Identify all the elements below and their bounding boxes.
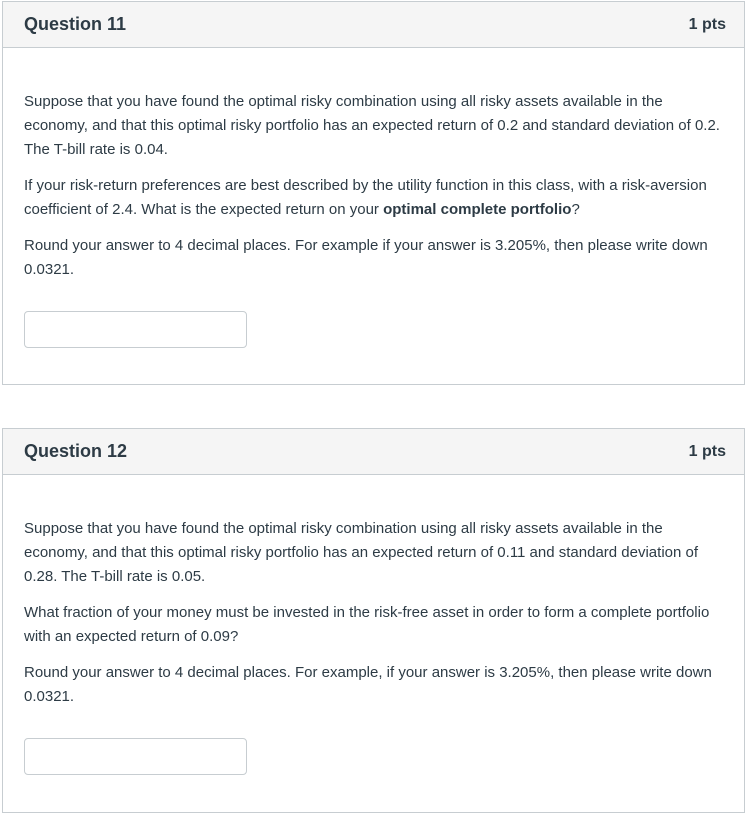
question-text-paragraph: What fraction of your money must be invested in the risk-free asset in order to form a complete portfolio with an expected return of 0.09?	[24, 604, 710, 645]
answer-input[interactable]	[24, 738, 247, 775]
question-header	[3, 2, 744, 48]
question-body	[3, 48, 744, 348]
question-body	[3, 475, 744, 775]
question-text-emphasis: optimal complete portfolio	[383, 201, 572, 218]
question-instructions: Round your answer to 4 decimal places. For example if your answer is 3.205%, then please write down 0.0321.	[24, 237, 708, 278]
question-text-paragraph: Suppose that you have found the optimal risky combination using all risky assets available in the economy, and that this optimal risky portfolio has an expected return of 0.2 and standard deviation of 0.2. The T-bill rate is 0.04.	[24, 93, 720, 158]
question-points: 1 pts	[688, 442, 726, 460]
question-points: 1 pts	[688, 15, 726, 33]
answer-input[interactable]	[24, 311, 247, 348]
question-12-card	[2, 428, 745, 813]
question-text-paragraph: Suppose that you have found the optimal risky combination using all risky assets available in the economy, and that this optimal risky portfolio has an expected return of 0.11 and standard deviation of 0.28. The T-bill rate is 0.05.	[24, 520, 699, 585]
question-text-paragraph	[24, 174, 724, 222]
question-11-card	[2, 1, 745, 385]
question-text-segment: ?	[571, 201, 580, 218]
question-title: Question 11	[24, 14, 127, 34]
question-instructions: Round your answer to 4 decimal places. For example, if your answer is 3.205%, then please write down 0.0321.	[24, 664, 712, 705]
question-title: Question 12	[24, 441, 128, 461]
question-text-segment: If your risk-return preferences are best described by the utility function in this class, with a risk-aversion coefficient of 2.4. What is the expected return on your	[24, 177, 707, 218]
question-header	[3, 429, 744, 475]
